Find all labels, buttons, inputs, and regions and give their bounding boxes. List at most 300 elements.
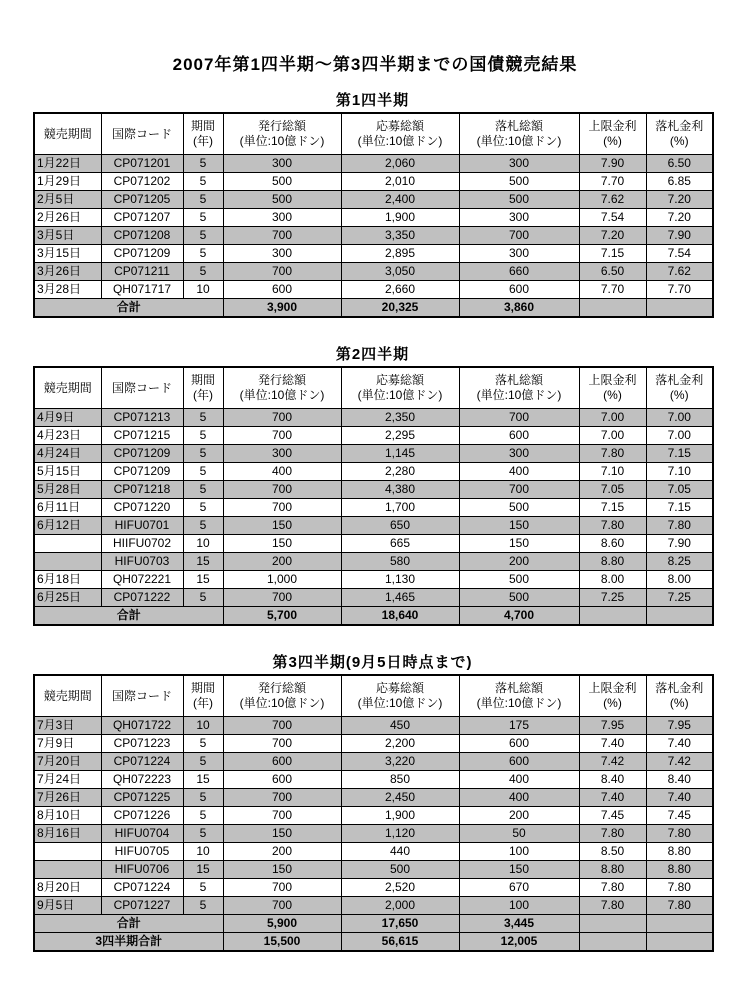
total-cell-awarded: 3,860 xyxy=(459,299,579,318)
cell-ceiling-rate: 7.54 xyxy=(579,209,646,227)
column-header-awarded xyxy=(459,367,579,409)
column-header-label: 応募総額 xyxy=(375,373,424,387)
cell-auction-date: 8月10日 xyxy=(34,807,101,825)
column-header-label: 上限金利 xyxy=(588,373,637,387)
cell-auction-date: 4月9日 xyxy=(34,409,101,427)
table-row xyxy=(34,481,713,499)
column-header-label: 国際コード xyxy=(111,688,172,703)
cell-bids: 500 xyxy=(341,861,459,879)
table-row xyxy=(34,427,713,445)
cell-ceiling-rate: 7.20 xyxy=(579,227,646,245)
column-header-code xyxy=(101,113,183,155)
cell-term: 5 xyxy=(183,173,223,191)
table-row xyxy=(34,807,713,825)
cell-code: QH071722 xyxy=(101,717,183,735)
total-cell-awarded: 12,005 xyxy=(459,933,579,952)
cell-bids: 1,120 xyxy=(341,825,459,843)
cell-awarded-rate: 7.62 xyxy=(646,263,713,281)
cell-term: 10 xyxy=(183,717,223,735)
cell-issued: 400 xyxy=(223,463,341,481)
cell-auction-date: 6月12日 xyxy=(34,517,101,535)
bond-auction-table-q3 xyxy=(33,674,714,952)
table-row xyxy=(34,445,713,463)
cell-bids: 1,465 xyxy=(341,589,459,607)
table-row xyxy=(34,879,713,897)
cell-issued: 600 xyxy=(223,771,341,789)
cell-awarded-rate: 7.05 xyxy=(646,481,713,499)
cell-awarded: 500 xyxy=(459,173,579,191)
cell-ceiling-rate: 8.00 xyxy=(579,571,646,589)
cell-auction-date: 2月26日 xyxy=(34,209,101,227)
cell-code: HIFU0704 xyxy=(101,825,183,843)
cell-auction-date: 7月24日 xyxy=(34,771,101,789)
cell-term: 5 xyxy=(183,427,223,445)
cell-awarded-rate: 7.70 xyxy=(646,281,713,299)
cell-term: 15 xyxy=(183,553,223,571)
total-cell-ceiling-rate-empty xyxy=(579,915,646,933)
column-header-label: 期間 xyxy=(190,373,215,387)
header-row xyxy=(34,367,713,409)
cell-awarded-rate: 7.15 xyxy=(646,499,713,517)
cell-awarded: 300 xyxy=(459,209,579,227)
cell-awarded: 500 xyxy=(459,589,579,607)
cell-auction-date: 7月20日 xyxy=(34,753,101,771)
table-row xyxy=(34,589,713,607)
cell-issued: 500 xyxy=(223,191,341,209)
column-header-label: 発行総額 xyxy=(257,681,306,695)
cell-issued: 500 xyxy=(223,173,341,191)
column-header-code xyxy=(101,367,183,409)
column-header-ceiling-rate xyxy=(579,113,646,155)
cell-term: 5 xyxy=(183,227,223,245)
cell-awarded-rate: 7.20 xyxy=(646,209,713,227)
cell-code: CP071226 xyxy=(101,807,183,825)
column-header-unit: (年) xyxy=(193,696,213,710)
cell-code: CP071209 xyxy=(101,245,183,263)
column-header-unit: (単位:10億ドン) xyxy=(357,388,443,402)
cell-issued: 300 xyxy=(223,155,341,173)
cell-code: CP071215 xyxy=(101,427,183,445)
cell-awarded-rate: 7.00 xyxy=(646,427,713,445)
cell-ceiling-rate: 7.40 xyxy=(579,735,646,753)
column-header-label: 応募総額 xyxy=(375,681,424,695)
table-row xyxy=(34,409,713,427)
cell-bids: 3,220 xyxy=(341,753,459,771)
cell-code: CP071209 xyxy=(101,463,183,481)
table-row xyxy=(34,463,713,481)
cell-auction-date xyxy=(34,861,101,879)
cell-auction-date xyxy=(34,535,101,553)
cell-ceiling-rate: 7.80 xyxy=(579,879,646,897)
column-header-label: 競売期間 xyxy=(43,126,92,141)
cell-awarded-rate: 7.95 xyxy=(646,717,713,735)
column-header-label: 期間 xyxy=(190,119,215,133)
column-header-unit: (単位:10億ドン) xyxy=(357,696,443,710)
cell-awarded-rate: 7.54 xyxy=(646,245,713,263)
cell-code: CP071209 xyxy=(101,445,183,463)
total-cell-ceiling-rate-empty xyxy=(579,607,646,626)
cell-code: HIFU0701 xyxy=(101,517,183,535)
cell-ceiling-rate: 8.80 xyxy=(579,553,646,571)
column-header-label: 落札金利 xyxy=(655,681,704,695)
quarter-section-q3 xyxy=(0,651,750,952)
quarter-section-q2 xyxy=(0,343,750,626)
cell-bids: 1,900 xyxy=(341,807,459,825)
cell-ceiling-rate: 6.50 xyxy=(579,263,646,281)
cell-term: 5 xyxy=(183,825,223,843)
cell-ceiling-rate: 7.42 xyxy=(579,753,646,771)
cell-awarded: 300 xyxy=(459,445,579,463)
cell-awarded: 500 xyxy=(459,499,579,517)
cell-issued: 300 xyxy=(223,445,341,463)
cell-auction-date: 6月11日 xyxy=(34,499,101,517)
cell-ceiling-rate: 7.80 xyxy=(579,445,646,463)
cell-code: CP071224 xyxy=(101,753,183,771)
cell-ceiling-rate: 7.80 xyxy=(579,517,646,535)
cell-awarded-rate: 7.80 xyxy=(646,879,713,897)
column-header-label: 落札総額 xyxy=(494,119,543,133)
cell-ceiling-rate: 7.00 xyxy=(579,427,646,445)
cell-awarded-rate: 7.20 xyxy=(646,191,713,209)
cell-auction-date: 8月16日 xyxy=(34,825,101,843)
cell-bids: 2,295 xyxy=(341,427,459,445)
cell-code: HIFU0706 xyxy=(101,861,183,879)
cell-term: 15 xyxy=(183,861,223,879)
table-row xyxy=(34,825,713,843)
column-header-issued xyxy=(223,367,341,409)
cell-awarded: 600 xyxy=(459,427,579,445)
cell-code: QH072223 xyxy=(101,771,183,789)
cell-auction-date: 7月9日 xyxy=(34,735,101,753)
column-header-unit: (%) xyxy=(603,134,622,148)
cell-term: 10 xyxy=(183,843,223,861)
table-row xyxy=(34,263,713,281)
total-row xyxy=(34,915,713,933)
cell-bids: 2,000 xyxy=(341,897,459,915)
cell-awarded: 150 xyxy=(459,535,579,553)
cell-awarded: 700 xyxy=(459,481,579,499)
cell-issued: 700 xyxy=(223,879,341,897)
cell-issued: 150 xyxy=(223,535,341,553)
cell-term: 5 xyxy=(183,879,223,897)
table-row xyxy=(34,209,713,227)
cell-term: 5 xyxy=(183,155,223,173)
total-row xyxy=(34,299,713,318)
cell-awarded-rate: 7.42 xyxy=(646,753,713,771)
total-cell-awarded-rate-empty xyxy=(646,933,713,952)
column-header-unit: (%) xyxy=(669,388,689,402)
column-header-label: 発行総額 xyxy=(257,119,306,133)
cell-issued: 700 xyxy=(223,427,341,445)
column-header-awarded xyxy=(459,675,579,717)
cell-ceiling-rate: 7.70 xyxy=(579,281,646,299)
total-cell-ceiling-rate-empty xyxy=(579,299,646,318)
cell-awarded: 100 xyxy=(459,897,579,915)
column-header-label: 国際コード xyxy=(111,126,172,141)
total-cell-bids: 17,650 xyxy=(341,915,459,933)
cell-bids: 2,200 xyxy=(341,735,459,753)
cell-issued: 150 xyxy=(223,861,341,879)
cell-bids: 2,400 xyxy=(341,191,459,209)
total-cell-bids: 56,615 xyxy=(341,933,459,952)
total-cell-issued: 15,500 xyxy=(223,933,341,952)
page-title: 2007年第1四半期～第3四半期までの国債競売結果 xyxy=(172,55,578,74)
cell-auction-date: 2月5日 xyxy=(34,191,101,209)
cell-auction-date: 3月26日 xyxy=(34,263,101,281)
total-cell-issued: 5,900 xyxy=(223,915,341,933)
column-header-issued xyxy=(223,113,341,155)
table-row xyxy=(34,245,713,263)
cell-awarded: 700 xyxy=(459,227,579,245)
cell-issued: 700 xyxy=(223,789,341,807)
cell-ceiling-rate: 7.25 xyxy=(579,589,646,607)
cell-awarded: 600 xyxy=(459,281,579,299)
cell-awarded: 670 xyxy=(459,879,579,897)
cell-term: 15 xyxy=(183,771,223,789)
column-header-awarded-rate xyxy=(646,113,713,155)
cell-ceiling-rate: 7.15 xyxy=(579,245,646,263)
cell-awarded-rate: 8.80 xyxy=(646,861,713,879)
cell-code: CP071213 xyxy=(101,409,183,427)
cell-code: CP071207 xyxy=(101,209,183,227)
cell-issued: 300 xyxy=(223,245,341,263)
column-header-auction-date xyxy=(34,367,101,409)
column-header-label: 落札総額 xyxy=(494,373,543,387)
cell-auction-date: 9月5日 xyxy=(34,897,101,915)
cell-issued: 700 xyxy=(223,227,341,245)
column-header-unit: (単位:10億ドン) xyxy=(239,388,325,402)
cell-code: HIFU0705 xyxy=(101,843,183,861)
cell-term: 5 xyxy=(183,463,223,481)
table-row xyxy=(34,753,713,771)
cell-code: CP071223 xyxy=(101,735,183,753)
cell-awarded: 400 xyxy=(459,771,579,789)
cell-issued: 150 xyxy=(223,825,341,843)
total-cell-awarded-rate-empty xyxy=(646,607,713,626)
column-header-term xyxy=(183,367,223,409)
cell-auction-date: 3月5日 xyxy=(34,227,101,245)
cell-auction-date xyxy=(34,553,101,571)
cell-auction-date: 6月18日 xyxy=(34,571,101,589)
cell-awarded-rate: 8.25 xyxy=(646,553,713,571)
column-header-auction-date xyxy=(34,113,101,155)
column-header-bids xyxy=(341,113,459,155)
cell-term: 5 xyxy=(183,409,223,427)
table-row xyxy=(34,717,713,735)
cell-bids: 1,900 xyxy=(341,209,459,227)
cell-term: 10 xyxy=(183,281,223,299)
column-header-bids xyxy=(341,675,459,717)
cell-awarded: 200 xyxy=(459,807,579,825)
column-header-term xyxy=(183,113,223,155)
cell-auction-date: 6月25日 xyxy=(34,589,101,607)
cell-ceiling-rate: 7.95 xyxy=(579,717,646,735)
cell-issued: 200 xyxy=(223,843,341,861)
cell-issued: 700 xyxy=(223,717,341,735)
column-header-unit: (単位:10億ドン) xyxy=(239,696,325,710)
cell-ceiling-rate: 8.40 xyxy=(579,771,646,789)
cell-awarded: 100 xyxy=(459,843,579,861)
cell-auction-date: 7月26日 xyxy=(34,789,101,807)
cell-bids: 3,050 xyxy=(341,263,459,281)
cell-code: CP071211 xyxy=(101,263,183,281)
cell-code: CP071208 xyxy=(101,227,183,245)
cell-ceiling-rate: 7.70 xyxy=(579,173,646,191)
cell-awarded-rate: 7.15 xyxy=(646,445,713,463)
cell-issued: 150 xyxy=(223,517,341,535)
cell-auction-date: 3月15日 xyxy=(34,245,101,263)
cell-ceiling-rate: 7.62 xyxy=(579,191,646,209)
cell-term: 5 xyxy=(183,735,223,753)
quarter-section-q1 xyxy=(0,89,750,318)
total-cell-awarded: 4,700 xyxy=(459,607,579,626)
cell-bids: 850 xyxy=(341,771,459,789)
cell-auction-date: 3月28日 xyxy=(34,281,101,299)
table-row xyxy=(34,771,713,789)
table-row xyxy=(34,227,713,245)
cell-awarded: 660 xyxy=(459,263,579,281)
cell-awarded: 150 xyxy=(459,861,579,879)
cell-ceiling-rate: 7.05 xyxy=(579,481,646,499)
cell-bids: 450 xyxy=(341,717,459,735)
cell-bids: 2,895 xyxy=(341,245,459,263)
cell-bids: 2,450 xyxy=(341,789,459,807)
column-header-bids xyxy=(341,367,459,409)
total-cell-ceiling-rate-empty xyxy=(579,933,646,952)
header-row xyxy=(34,113,713,155)
column-header-unit: (%) xyxy=(603,388,622,402)
table-row xyxy=(34,553,713,571)
column-header-label: 上限金利 xyxy=(588,681,637,695)
table-row xyxy=(34,535,713,553)
table-title-q1: 第1四半期 xyxy=(335,92,410,109)
table-row xyxy=(34,281,713,299)
cell-bids: 4,380 xyxy=(341,481,459,499)
table-row xyxy=(34,897,713,915)
column-header-code xyxy=(101,675,183,717)
column-header-unit: (年) xyxy=(193,388,213,402)
column-header-unit: (%) xyxy=(669,134,689,148)
cell-auction-date: 1月29日 xyxy=(34,173,101,191)
cell-issued: 700 xyxy=(223,589,341,607)
cell-code: CP071220 xyxy=(101,499,183,517)
column-header-unit: (単位:10億ドン) xyxy=(357,134,443,148)
column-header-term xyxy=(183,675,223,717)
table-title-q3: 第3四半期(9月5日時点まで) xyxy=(272,654,473,671)
total-cell-awarded-rate-empty xyxy=(646,915,713,933)
table-row xyxy=(34,173,713,191)
cell-ceiling-rate: 7.80 xyxy=(579,825,646,843)
cell-code: HIIFU0702 xyxy=(101,535,183,553)
cell-awarded: 500 xyxy=(459,191,579,209)
cell-awarded: 300 xyxy=(459,245,579,263)
column-header-unit: (%) xyxy=(669,696,689,710)
table-title-q2: 第2四半期 xyxy=(335,346,410,363)
cell-ceiling-rate: 7.00 xyxy=(579,409,646,427)
cell-term: 10 xyxy=(183,535,223,553)
cell-term: 15 xyxy=(183,571,223,589)
cell-awarded-rate: 7.10 xyxy=(646,463,713,481)
cell-awarded-rate: 7.80 xyxy=(646,897,713,915)
total-cell-bids: 20,325 xyxy=(341,299,459,318)
cell-code: CP071225 xyxy=(101,789,183,807)
column-header-label: 国際コード xyxy=(111,380,172,395)
column-header-label: 落札総額 xyxy=(494,681,543,695)
cell-bids: 2,060 xyxy=(341,155,459,173)
cell-code: HIFU0703 xyxy=(101,553,183,571)
cell-term: 5 xyxy=(183,807,223,825)
cell-awarded: 400 xyxy=(459,789,579,807)
column-header-awarded xyxy=(459,113,579,155)
column-header-unit: (単位:10億ドン) xyxy=(476,134,562,148)
column-header-unit: (単位:10億ドン) xyxy=(239,134,325,148)
cell-term: 5 xyxy=(183,753,223,771)
cell-bids: 2,660 xyxy=(341,281,459,299)
cell-awarded-rate: 7.80 xyxy=(646,825,713,843)
cell-term: 5 xyxy=(183,245,223,263)
cell-awarded: 300 xyxy=(459,155,579,173)
total-row xyxy=(34,607,713,626)
cell-awarded: 600 xyxy=(459,753,579,771)
cell-term: 5 xyxy=(183,517,223,535)
cell-code: QH071717 xyxy=(101,281,183,299)
bond-auction-table-q1 xyxy=(33,112,714,318)
cell-awarded-rate: 7.90 xyxy=(646,535,713,553)
cell-term: 5 xyxy=(183,191,223,209)
cell-code: CP071218 xyxy=(101,481,183,499)
column-header-label: 発行総額 xyxy=(257,373,306,387)
cell-bids: 2,350 xyxy=(341,409,459,427)
total-label: 合計 xyxy=(34,607,223,626)
cell-issued: 700 xyxy=(223,897,341,915)
column-header-unit: (単位:10億ドン) xyxy=(476,388,562,402)
table-row xyxy=(34,735,713,753)
column-header-label: 応募総額 xyxy=(375,119,424,133)
bond-auction-table-q2 xyxy=(33,366,714,626)
column-header-label: 上限金利 xyxy=(588,119,637,133)
column-header-auction-date xyxy=(34,675,101,717)
cell-issued: 700 xyxy=(223,481,341,499)
cell-issued: 700 xyxy=(223,807,341,825)
cell-term: 5 xyxy=(183,445,223,463)
cell-issued: 700 xyxy=(223,263,341,281)
cell-auction-date: 8月20日 xyxy=(34,879,101,897)
cell-ceiling-rate: 7.45 xyxy=(579,807,646,825)
grand-total-row xyxy=(34,933,713,952)
cell-awarded: 150 xyxy=(459,517,579,535)
cell-auction-date: 7月3日 xyxy=(34,717,101,735)
cell-code: CP071201 xyxy=(101,155,183,173)
cell-term: 5 xyxy=(183,789,223,807)
cell-ceiling-rate: 7.80 xyxy=(579,897,646,915)
cell-code: CP071227 xyxy=(101,897,183,915)
column-header-label: 落札金利 xyxy=(655,373,704,387)
cell-issued: 300 xyxy=(223,209,341,227)
cell-auction-date xyxy=(34,843,101,861)
cell-bids: 1,130 xyxy=(341,571,459,589)
total-label: 3四半期合計 xyxy=(34,933,223,952)
cell-awarded: 50 xyxy=(459,825,579,843)
cell-bids: 2,520 xyxy=(341,879,459,897)
cell-bids: 3,350 xyxy=(341,227,459,245)
cell-bids: 2,280 xyxy=(341,463,459,481)
cell-term: 5 xyxy=(183,897,223,915)
cell-awarded-rate: 7.40 xyxy=(646,735,713,753)
total-cell-issued: 5,700 xyxy=(223,607,341,626)
header-row xyxy=(34,675,713,717)
cell-awarded-rate: 7.45 xyxy=(646,807,713,825)
column-header-label: 競売期間 xyxy=(43,688,92,703)
